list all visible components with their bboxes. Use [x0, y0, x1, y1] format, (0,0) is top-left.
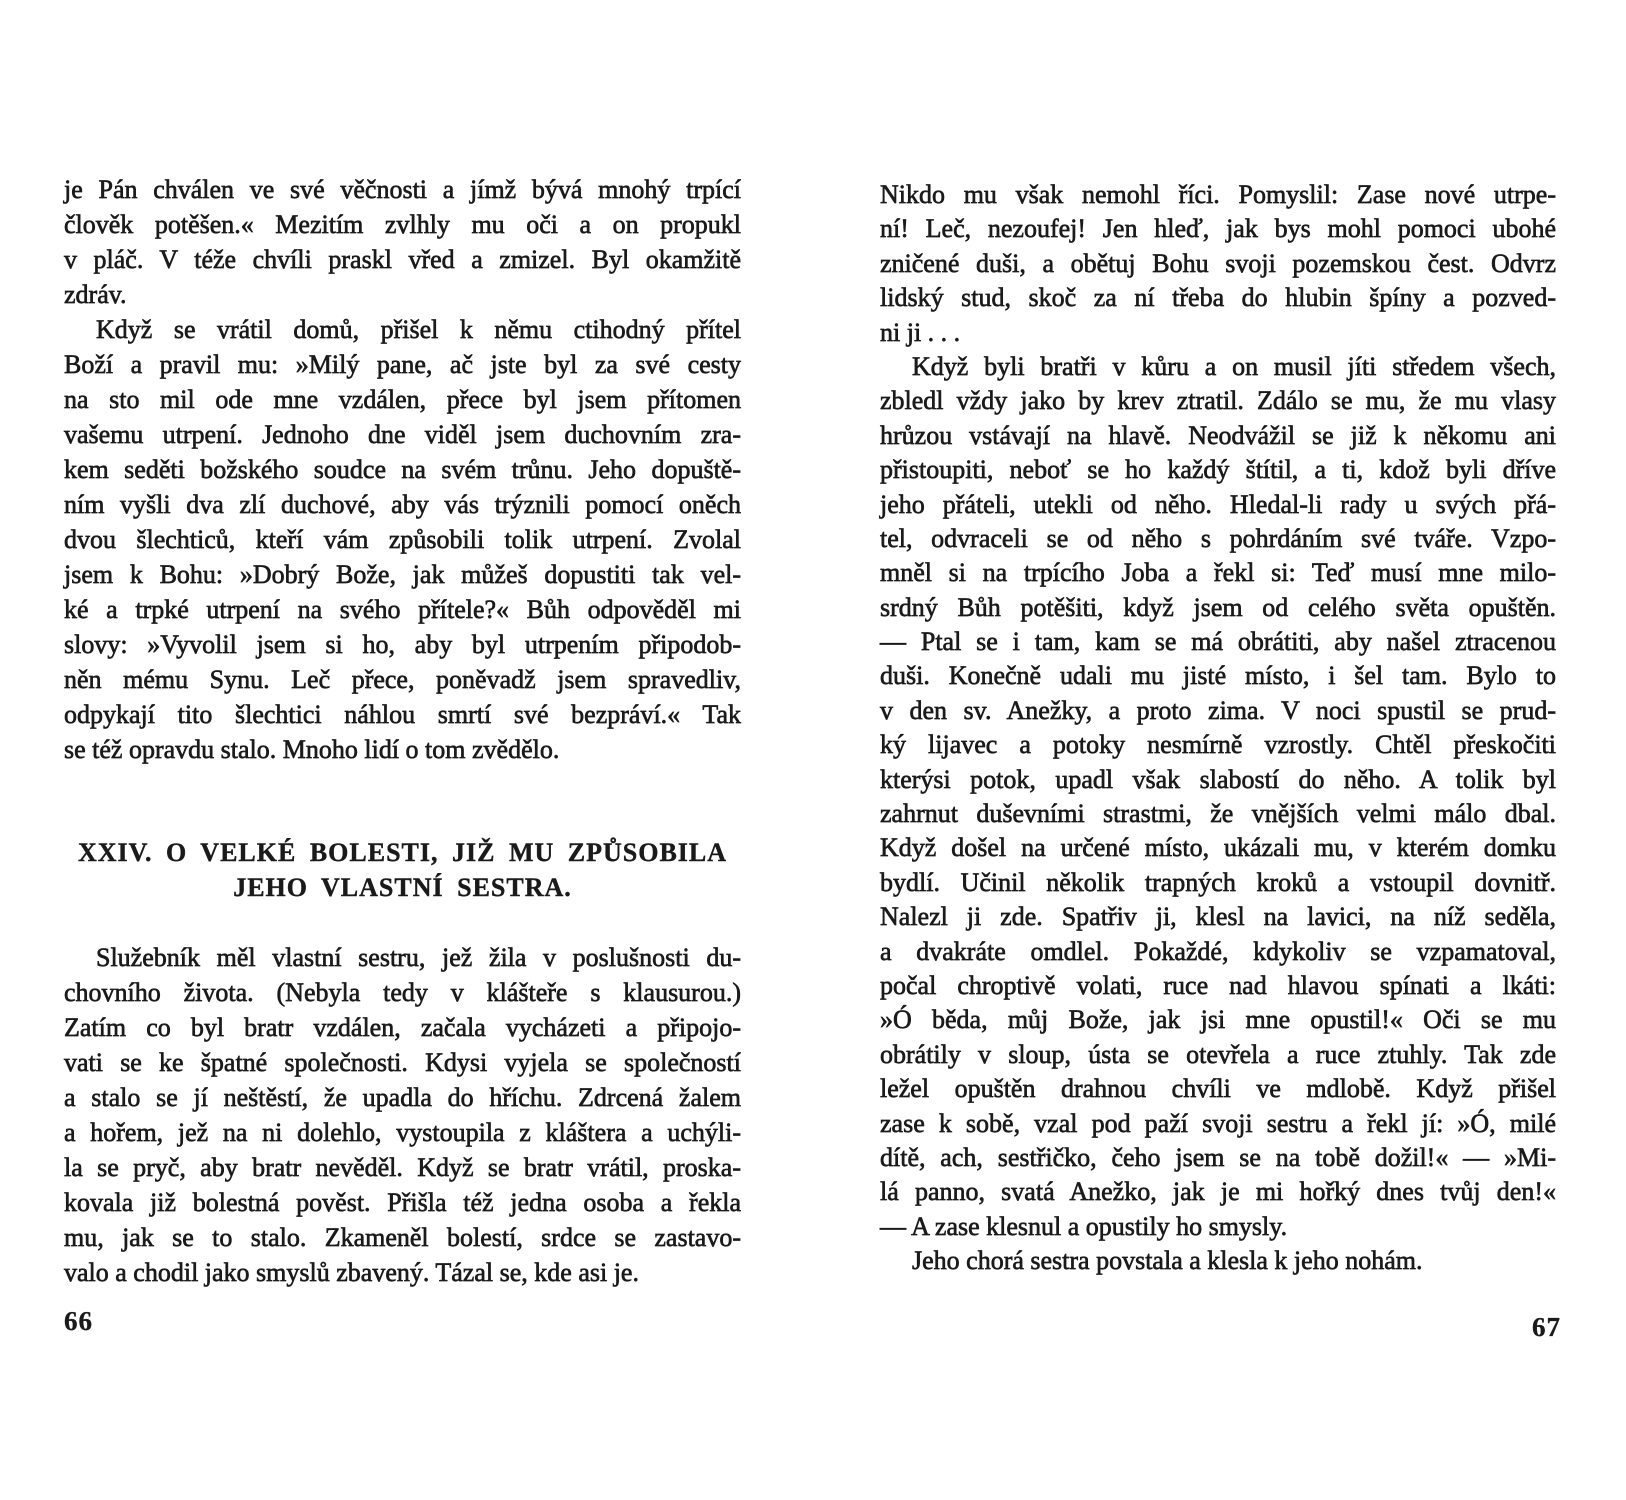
text-line: Když došel na určené místo, ukázali mu, v kterém domku — [880, 833, 1556, 863]
text-line: člověk potěšen.« Mezitím zvlhly mu oči a on propukl — [64, 210, 741, 239]
left-page-text — [64, 172, 741, 1290]
text-line: jsem k Bohu: »Dobrý Bože, jak můžeš dopustiti tak vel- — [64, 560, 741, 589]
text-line: odpykají tito šlechtici náhlou smrtí své bezpráví.« Tak — [64, 700, 741, 729]
paragraph — [880, 1244, 1556, 1278]
text-line: tel, odvraceli se od něho s pohrdáním své tváře. Vzpo- — [880, 523, 1556, 553]
text-line: hrůzou vstávají na hlavě. Neodvážil se již k někomu ani — [880, 420, 1556, 450]
text-line: jeho přáteli, utekli od něho. Hledal-li rady u svých přá- — [880, 489, 1556, 519]
text-line: valo a chodil jako smyslů zbavený. Tázal se, kde asi je. — [64, 1258, 639, 1287]
text-line: — A zase klesnul a opustily ho smysly. — [880, 1211, 1288, 1241]
text-line: ležel opuštěn drahnou chvíli ve mdlobě. Když přišel — [880, 1074, 1556, 1104]
text-line: Nalezl ji zde. Spatřiv ji, klesl na lavici, na níž seděla, — [880, 902, 1556, 932]
text-line: lá panno, svatá Anežko, jak je mi hořký dnes tvůj den!« — [880, 1177, 1556, 1207]
text-line: a dvakráte omdlel. Pokaždé, kdykoliv se vzpamatoval, — [880, 936, 1556, 966]
text-line: Jeho chorá sestra povstala a klesla k jeho nohám. — [912, 1246, 1423, 1276]
text-line: Když byli bratři v kůru a on musil jíti středem všech, — [912, 351, 1556, 381]
paragraph — [64, 172, 741, 312]
text-line: la se pryč, aby bratr nevěděl. Když se bratr vrátil, proska- — [64, 1153, 741, 1182]
text-line: chovního života. (Nebyla tedy v klášteře s klausurou.) — [64, 978, 741, 1007]
text-line: kem seděti božského soudce na svém trůnu. Jeho dopuště- — [64, 455, 741, 484]
text-line: Zatím co byl bratr vzdálen, začala vycházeti a připojo- — [64, 1013, 741, 1042]
text-line: vašemu utrpení. Jednoho dne viděl jsem duchovním zra- — [64, 420, 741, 449]
text-line: v den sv. Anežky, a proto zima. V noci spustil se prud- — [880, 695, 1556, 725]
paragraph — [880, 350, 1556, 1244]
text-line: obrátily v sloup, ústa se otevřela a ruce ztuhly. Tak zde — [880, 1039, 1556, 1069]
text-line: zdráv. — [64, 280, 127, 309]
text-line: mu, jak se to stalo. Zkameněl bolestí, srdce se zastavo- — [64, 1223, 741, 1252]
text-line: se též opravdu stalo. Mnoho lidí o tom zvědělo. — [64, 735, 560, 764]
book-page-left — [0, 0, 800, 1500]
text-line: přistoupiti, neboť se ho každý štítil, a ti, kdož byli dříve — [880, 455, 1556, 485]
text-line: Boží a pravil mu: »Milý pane, ač jste byl za své cesty — [64, 350, 741, 379]
text-line: dvou šlechticů, kteří vám způsobili tolik utrpení. Zvolal — [64, 525, 741, 554]
text-line: a stalo se jí neštěstí, že upadla do hříchu. Zdrcená žalem — [64, 1083, 741, 1112]
text-line: na sto mil ode mne vzdálen, přece byl jsem přítomen — [64, 385, 741, 414]
text-line: ký lijavec a potoky nesmírně vzrostly. Chtěl přeskočiti — [880, 730, 1556, 760]
right-page-number: 67 — [1532, 1312, 1561, 1342]
text-line: XXIV. O VELKÉ BOLESTI, JIŽ MU ZPŮSOBILA — [77, 838, 728, 867]
text-line: je Pán chválen ve své věčnosti a jímž bývá mnohý trpící — [64, 175, 741, 204]
paragraph — [880, 178, 1556, 350]
text-line: vati se ke špatné společnosti. Kdysi vyjela se společností — [64, 1048, 741, 1077]
right-page-text — [880, 178, 1556, 1279]
text-line: zahrnut duševními strastmi, že vnějších velmi málo dbal. — [880, 799, 1556, 829]
left-page-number: 66 — [64, 1306, 93, 1336]
text-line: kovala již bolestná pověst. Přišla též jedna osoba a řekla — [64, 1188, 741, 1217]
book-page-right — [826, 0, 1626, 1500]
text-line: ké a trpké utrpení na svého přítele?« Bůh odpověděl mi — [64, 595, 741, 624]
text-line: Nikdo mu však nemohl říci. Pomyslil: Zase nové utrpe- — [880, 180, 1556, 209]
text-line: bydlí. Učinil několik trapných kroků a vstoupil dovnitř. — [880, 867, 1556, 897]
text-line: dítě, ach, sestřičko, čeho jsem se na tobě dožil!« — »Mi- — [880, 1142, 1556, 1172]
text-line: duši. Konečně udali mu jisté místo, i šel tam. Bylo to — [880, 661, 1556, 691]
text-line: počal chroptivě volati, ruce nad hlavou spínati a lkáti: — [880, 970, 1556, 1000]
text-line: Když se vrátil domů, přišel k němu ctihodný přítel — [96, 315, 741, 344]
text-line: Služebník měl vlastní sestru, jež žila v poslušnosti du- — [96, 943, 741, 972]
text-line: zbledl vždy jako by krev ztratil. Zdálo se mu, že mu vlasy — [880, 386, 1556, 416]
text-line: ní! Leč, nezoufej! Jen hleď, jak bys mohl pomoci ubohé — [880, 214, 1556, 244]
text-line: lidský stud, skoč za ní třeba do hlubin špíny a pozved- — [880, 283, 1556, 313]
text-line: ni ji . . . — [880, 317, 961, 347]
text-line: něn mému Synu. Leč přece, poněvadž jsem spravedliv, — [64, 665, 741, 694]
text-line: slovy: »Vyvolil jsem si ho, aby byl utrpením připodob- — [64, 630, 741, 659]
text-line: ním vyšli dva zlí duchové, aby vás trýznili pomocí oněch — [64, 490, 741, 519]
paragraph — [64, 312, 741, 767]
text-line: JEHO VLASTNÍ SESTRA. — [233, 873, 572, 902]
text-line: »Ó běda, můj Bože, jak jsi mne opustil!« Oči se mu — [880, 1005, 1556, 1035]
text-line: mněl si na trpícího Joba a řekl si: Teď musí mne milo- — [880, 558, 1556, 588]
text-line: zničené duši, a obětuj Bohu svoji pozemskou čest. Odvrz — [880, 248, 1556, 278]
text-line: v pláč. V téže chvíli praskl vřed a zmizel. Byl okamžitě — [64, 245, 741, 274]
text-line: zase k sobě, vzal pod paží svoji sestru a řekl jí: »Ó, milé — [880, 1108, 1556, 1138]
chapter-heading — [64, 835, 741, 905]
text-line: kterýsi potok, upadl však slabostí do něho. A tolik byl — [880, 764, 1556, 794]
paragraph — [64, 940, 741, 1290]
text-line: a hořem, jež na ni dolehlo, vystoupila z kláštera a uchýli- — [64, 1118, 741, 1147]
text-line: — Ptal se i tam, kam se má obrátiti, aby našel ztracenou — [880, 627, 1556, 657]
text-line: srdný Bůh potěšiti, když jsem od celého světa opuštěn. — [880, 592, 1556, 622]
